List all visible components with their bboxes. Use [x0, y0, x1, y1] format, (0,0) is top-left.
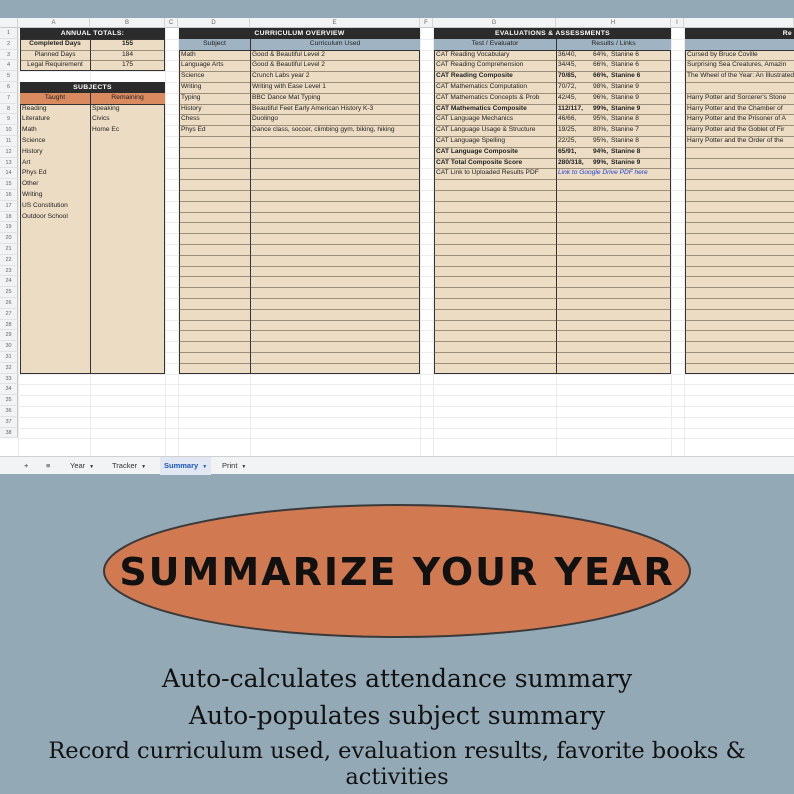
evaluation-test: CAT Language Composite	[436, 147, 518, 155]
row-header[interactable]: 7	[0, 93, 18, 104]
row-header[interactable]: 15	[0, 179, 18, 190]
evaluations-row-line	[434, 201, 671, 202]
grid-row-line	[18, 438, 794, 439]
evaluations-row-line	[434, 341, 671, 342]
books-row-line	[685, 201, 794, 202]
row-header[interactable]: 17	[0, 201, 18, 212]
evaluation-percent: 66%,	[593, 72, 609, 80]
column-header[interactable]: H	[556, 18, 671, 28]
row-header[interactable]: 4	[0, 60, 18, 71]
subject-taught: Literature	[22, 115, 50, 123]
grid-row-line	[18, 374, 794, 375]
evaluation-test: CAT Mathematics Concepts & Prob	[436, 93, 540, 101]
curriculum-subject: Phys Ed	[181, 126, 206, 134]
curriculum-row-line	[179, 298, 420, 299]
sheet-tab-label: Tracker	[112, 461, 138, 470]
column-header[interactable]: A	[18, 18, 90, 28]
sheet-tab-tracker[interactable]	[108, 457, 150, 475]
book-entry: Harry Potter and Sorcerer's Stone	[687, 93, 787, 101]
row-header[interactable]: 10	[0, 125, 18, 136]
caption-line-2: Auto-populates subject summary	[188, 701, 606, 730]
book-entry: Harry Potter and the Chamber of	[687, 104, 783, 112]
evaluation-stanine: Stanine 6	[611, 61, 639, 69]
chevron-down-icon[interactable]: ▼	[202, 464, 208, 470]
books-row-line	[685, 190, 794, 191]
books-row-line	[685, 266, 794, 267]
evaluation-stanine: Stanine 6	[611, 50, 639, 58]
books-row-line	[685, 255, 794, 256]
evaluations-results-header: Results / Links	[556, 39, 671, 50]
evaluation-percent: 99%,	[593, 104, 609, 112]
curriculum-subject: Typing	[181, 93, 201, 101]
evaluation-score: 34/45,	[558, 61, 577, 69]
books-row-line	[685, 222, 794, 223]
grid-row-line	[18, 406, 794, 407]
evaluation-test: CAT Mathematics Composite	[436, 104, 527, 112]
subject-remaining: Speaking	[92, 104, 120, 112]
add-sheet-button[interactable]: +	[24, 461, 29, 470]
books-subheader	[685, 39, 794, 50]
evaluation-score: 70/72,	[558, 83, 577, 90]
books-row-line	[685, 309, 794, 310]
book-entry: Surprising Sea Creatures, Amazin	[687, 61, 787, 69]
subject-remaining: Civics	[92, 115, 110, 123]
evaluation-percent: 99%,	[593, 158, 609, 166]
annual-label: Legal Requirement	[27, 61, 83, 69]
evaluation-score: 70/85,	[558, 72, 577, 80]
curriculum-row-line	[179, 309, 420, 310]
grid-row-line	[18, 395, 794, 396]
row-header[interactable]: 8	[0, 104, 18, 115]
evaluations-row-line	[434, 179, 671, 180]
row-header[interactable]: 23	[0, 266, 18, 277]
curriculum-row-line	[179, 341, 420, 342]
evaluation-score: 42/45,	[558, 93, 577, 101]
subject-remaining: Home Ec	[92, 126, 120, 134]
books-row-line	[685, 147, 794, 148]
row-header[interactable]: 37	[0, 417, 18, 428]
curriculum-row-line	[179, 179, 420, 180]
column-header[interactable]	[684, 18, 794, 28]
column-header[interactable]: G	[433, 18, 556, 28]
sheet-tab-label: Summary	[164, 461, 199, 470]
evaluation-stanine: Stanine 6	[611, 72, 641, 80]
annual-label: Completed Days	[29, 39, 81, 47]
annual-value: 184	[121, 50, 133, 58]
evaluation-test: CAT Mathematics Computation	[436, 83, 528, 90]
row-header[interactable]: 14	[0, 168, 18, 179]
curriculum-row-line	[179, 136, 420, 137]
curriculum-row-line	[179, 363, 420, 364]
evaluations-row-line	[434, 330, 671, 331]
curriculum-row-line	[179, 266, 420, 267]
books-title-partial: Re	[685, 28, 794, 39]
evaluations-row-line	[434, 233, 671, 234]
row-header[interactable]: 33	[0, 374, 18, 385]
annual-totals-title: ANNUAL TOTALS:	[20, 28, 165, 39]
grid-row-line	[18, 384, 794, 385]
chevron-down-icon[interactable]: ▼	[89, 464, 95, 470]
column-header[interactable]: E	[250, 18, 420, 28]
curriculum-row-line	[179, 222, 420, 223]
evaluation-score: 46/66,	[558, 115, 577, 123]
curriculum-used: Duolingo	[252, 115, 279, 123]
sheet-tab-year[interactable]	[66, 457, 98, 475]
evaluation-percent: 94%,	[593, 147, 609, 155]
subject-taught: Art	[22, 158, 31, 166]
row-header[interactable]: 24	[0, 276, 18, 287]
sheet-tab-summary[interactable]	[160, 457, 211, 475]
evaluations-row-line	[434, 212, 671, 213]
curriculum-used: Crunch Labs year 2	[252, 72, 310, 80]
row-header[interactable]: 35	[0, 395, 18, 406]
curriculum-row-line	[179, 276, 420, 277]
sheet-tab-bar	[0, 456, 794, 474]
evaluations-row-line	[434, 320, 671, 321]
subject-taught: History	[22, 147, 43, 155]
curriculum-subject: Writing	[181, 83, 202, 90]
evaluation-test: CAT Language Mechanics	[436, 115, 514, 123]
books-row-line	[685, 179, 794, 180]
curriculum-row-line	[179, 158, 420, 159]
evaluations-row-line	[434, 276, 671, 277]
book-entry: The Wheel of the Year: An Illustrated	[687, 72, 794, 80]
evaluation-stanine: Stanine 9	[611, 83, 639, 90]
evaluation-stanine: Stanine 8	[611, 147, 641, 155]
curriculum-row-line	[179, 244, 420, 245]
all-sheets-menu-button[interactable]: ≡	[46, 461, 51, 470]
books-row-line	[685, 168, 794, 169]
evaluations-row-line	[434, 222, 671, 223]
curriculum-row-line	[179, 190, 420, 191]
curriculum-row-line	[179, 352, 420, 353]
row-header[interactable]: 29	[0, 330, 18, 341]
row-header[interactable]: 9	[0, 114, 18, 125]
subject-taught: Reading	[22, 104, 47, 112]
evaluation-stanine: Stanine 8	[611, 115, 639, 123]
books-row-line	[685, 158, 794, 159]
column-header[interactable]: I	[671, 18, 684, 28]
annual-value: 175	[121, 61, 133, 69]
curriculum-title: CURRICULUM OVERVIEW	[179, 28, 420, 39]
curriculum-used: Good & Beautiful Level 2	[252, 61, 325, 69]
curriculum-row-line	[179, 233, 420, 234]
evaluations-row-line	[434, 266, 671, 267]
book-entry: Harry Potter and the Prisoner of A	[687, 115, 786, 123]
evaluations-row-line	[434, 287, 671, 288]
subject-taught: Math	[22, 126, 37, 134]
sheet-tab-label: Print	[222, 461, 238, 470]
subject-taught: Phys Ed	[22, 169, 47, 177]
curriculum-used: Good & Beautiful Level 2	[252, 50, 325, 58]
banner-title: SUMMARIZE YOUR YEAR	[119, 550, 675, 594]
curriculum-row-line	[179, 330, 420, 331]
curriculum-row-line	[179, 287, 420, 288]
row-header[interactable]: 26	[0, 298, 18, 309]
curriculum-subject: Math	[181, 50, 196, 58]
evaluations-row-line	[434, 190, 671, 191]
evaluation-score: 112/117,	[558, 104, 583, 112]
books-row-line	[685, 233, 794, 234]
evaluation-score: 280/318,	[558, 158, 584, 166]
books-row-line	[685, 212, 794, 213]
curriculum-subject: Language Arts	[181, 61, 224, 69]
subjects-remaining-header: Remaining	[90, 93, 165, 104]
evaluation-test: CAT Reading Comprehension	[436, 61, 524, 69]
evaluation-percent: 98%,	[593, 83, 609, 90]
evaluation-stanine: Stanine 7	[611, 126, 639, 134]
row-header[interactable]: 32	[0, 363, 18, 374]
evaluation-stanine: Stanine 8	[611, 137, 639, 144]
spreadsheet	[0, 18, 794, 474]
row-header[interactable]: 18	[0, 212, 18, 223]
row-header[interactable]: 30	[0, 341, 18, 352]
caption-line-3: Record curriculum used, evaluation results, favorite books & activities	[48, 738, 746, 790]
subjects-title: SUBJECTS	[20, 82, 165, 93]
subject-taught: Outdoor School	[22, 212, 68, 220]
chevron-down-icon[interactable]: ▼	[141, 464, 147, 470]
curriculum-row-line	[179, 201, 420, 202]
books-row-line	[685, 298, 794, 299]
evaluation-stanine: Stanine 9	[611, 158, 641, 166]
row-header[interactable]: 31	[0, 352, 18, 363]
row-header[interactable]: 20	[0, 233, 18, 244]
books-row-line	[685, 363, 794, 364]
row-header[interactable]: 36	[0, 406, 18, 417]
books-row-line	[685, 320, 794, 321]
book-entry: Harry Potter and the Goblet of Fir	[687, 126, 785, 134]
row-header[interactable]: 6	[0, 82, 18, 93]
curriculum-row-line	[179, 212, 420, 213]
evaluation-test: CAT Reading Composite	[436, 72, 513, 80]
sheet-tab-print[interactable]	[218, 457, 250, 475]
book-entry: Harry Potter and the Order of the	[687, 137, 784, 144]
evaluation-score: 36/40,	[558, 50, 577, 58]
curriculum-used: Beautiful Feet Early American History K-3	[252, 104, 374, 112]
evaluation-test: CAT Total Composite Score	[436, 158, 523, 166]
subject-taught: Other	[22, 180, 39, 188]
evaluation-stanine: Stanine 9	[611, 93, 639, 101]
annual-label: Planned Days	[34, 50, 76, 58]
evaluation-percent: 95%,	[593, 137, 609, 144]
evaluations-row-line	[434, 309, 671, 310]
select-all-corner[interactable]	[0, 18, 18, 28]
evaluation-stanine: Stanine 9	[611, 104, 641, 112]
row-header[interactable]: 27	[0, 309, 18, 320]
evaluation-test: CAT Reading Vocabulary	[436, 50, 510, 58]
sheet-tab-label: Year	[70, 461, 86, 470]
row-header[interactable]: 2	[0, 39, 18, 50]
curriculum-row-line	[179, 147, 420, 148]
evaluation-percent: 80%,	[593, 126, 609, 134]
evaluation-test: CAT Language Spelling	[436, 137, 506, 144]
row-header[interactable]: 38	[0, 428, 18, 439]
evaluations-row-line	[434, 298, 671, 299]
evaluations-row-line	[434, 255, 671, 256]
caption-line-1: Auto-calculates attendance summary	[161, 664, 633, 693]
evaluation-percent: 64%,	[593, 50, 609, 58]
curriculum-subject: Science	[181, 72, 205, 80]
curriculum-used: BBC Dance Mat Typing	[252, 93, 321, 101]
column-header[interactable]: D	[178, 18, 250, 28]
curriculum-row-line	[179, 168, 420, 169]
column-header[interactable]: C	[165, 18, 178, 28]
results-pdf-link[interactable]: Link to Google Drive PDF here	[558, 169, 648, 177]
row-header[interactable]: 16	[0, 190, 18, 201]
row-header[interactable]: 13	[0, 158, 18, 169]
evaluation-percent: 95%,	[593, 115, 609, 123]
evaluations-title: EVALUATIONS & ASSESSMENTS	[434, 28, 671, 39]
grid-row-line	[18, 417, 794, 418]
evaluations-row-line	[434, 244, 671, 245]
evaluation-score: 19/25,	[558, 126, 577, 134]
book-entry: Cursed by Bruce Coville	[687, 50, 758, 58]
evaluations-row-line	[434, 363, 671, 364]
curriculum-subject-header: Subject	[179, 39, 250, 50]
books-row-line	[685, 330, 794, 331]
books-row-line	[685, 341, 794, 342]
row-header[interactable]: 5	[0, 71, 18, 82]
grid-row-line	[18, 428, 794, 429]
row-header[interactable]: 25	[0, 287, 18, 298]
column-header[interactable]: B	[90, 18, 165, 28]
row-header[interactable]: 1	[0, 28, 18, 39]
curriculum-used-header: Curriculum Used	[250, 39, 420, 50]
book-entry	[685, 82, 794, 93]
row-header[interactable]: 21	[0, 244, 18, 255]
curriculum-used: Dance class, soccer, climbing gym, biking, hiking	[252, 126, 395, 134]
evaluation-score: 65/91,	[558, 147, 577, 155]
chevron-down-icon[interactable]: ▼	[241, 464, 247, 470]
evaluation-percent: 96%,	[593, 93, 609, 101]
subjects-taught-header: Taught	[20, 93, 90, 104]
curriculum-row-line	[179, 320, 420, 321]
books-row-line	[685, 287, 794, 288]
row-header[interactable]: 12	[0, 147, 18, 158]
annual-value: 155	[121, 39, 133, 47]
curriculum-subject: Chess	[181, 115, 200, 123]
subject-taught: Writing	[22, 191, 43, 198]
evaluation-percent: 66%,	[593, 61, 609, 69]
column-header[interactable]: F	[420, 18, 433, 28]
curriculum-subject: History	[181, 104, 202, 112]
evaluation-link-label: CAT Link to Uploaded Results PDF	[436, 169, 539, 177]
subject-taught: US Constitution	[22, 201, 68, 209]
row-header[interactable]: 28	[0, 320, 18, 331]
evaluation-score: 22/25,	[558, 137, 577, 144]
curriculum-used: Writing with Ease Level 1	[252, 83, 326, 90]
curriculum-row-line	[179, 255, 420, 256]
row-header[interactable]: 3	[0, 50, 18, 61]
books-row-line	[685, 244, 794, 245]
row-header[interactable]: 22	[0, 255, 18, 266]
row-header[interactable]: 34	[0, 384, 18, 395]
row-header[interactable]: 11	[0, 136, 18, 147]
subject-taught: Science	[22, 137, 46, 144]
evaluations-row-line	[434, 352, 671, 353]
books-row-line	[685, 276, 794, 277]
evaluations-test-header: Test / Evaluator	[434, 39, 556, 50]
banner	[102, 503, 692, 639]
books-row-line	[685, 352, 794, 353]
evaluation-test: CAT Language Usage & Structure	[436, 126, 536, 134]
row-header[interactable]: 19	[0, 222, 18, 233]
